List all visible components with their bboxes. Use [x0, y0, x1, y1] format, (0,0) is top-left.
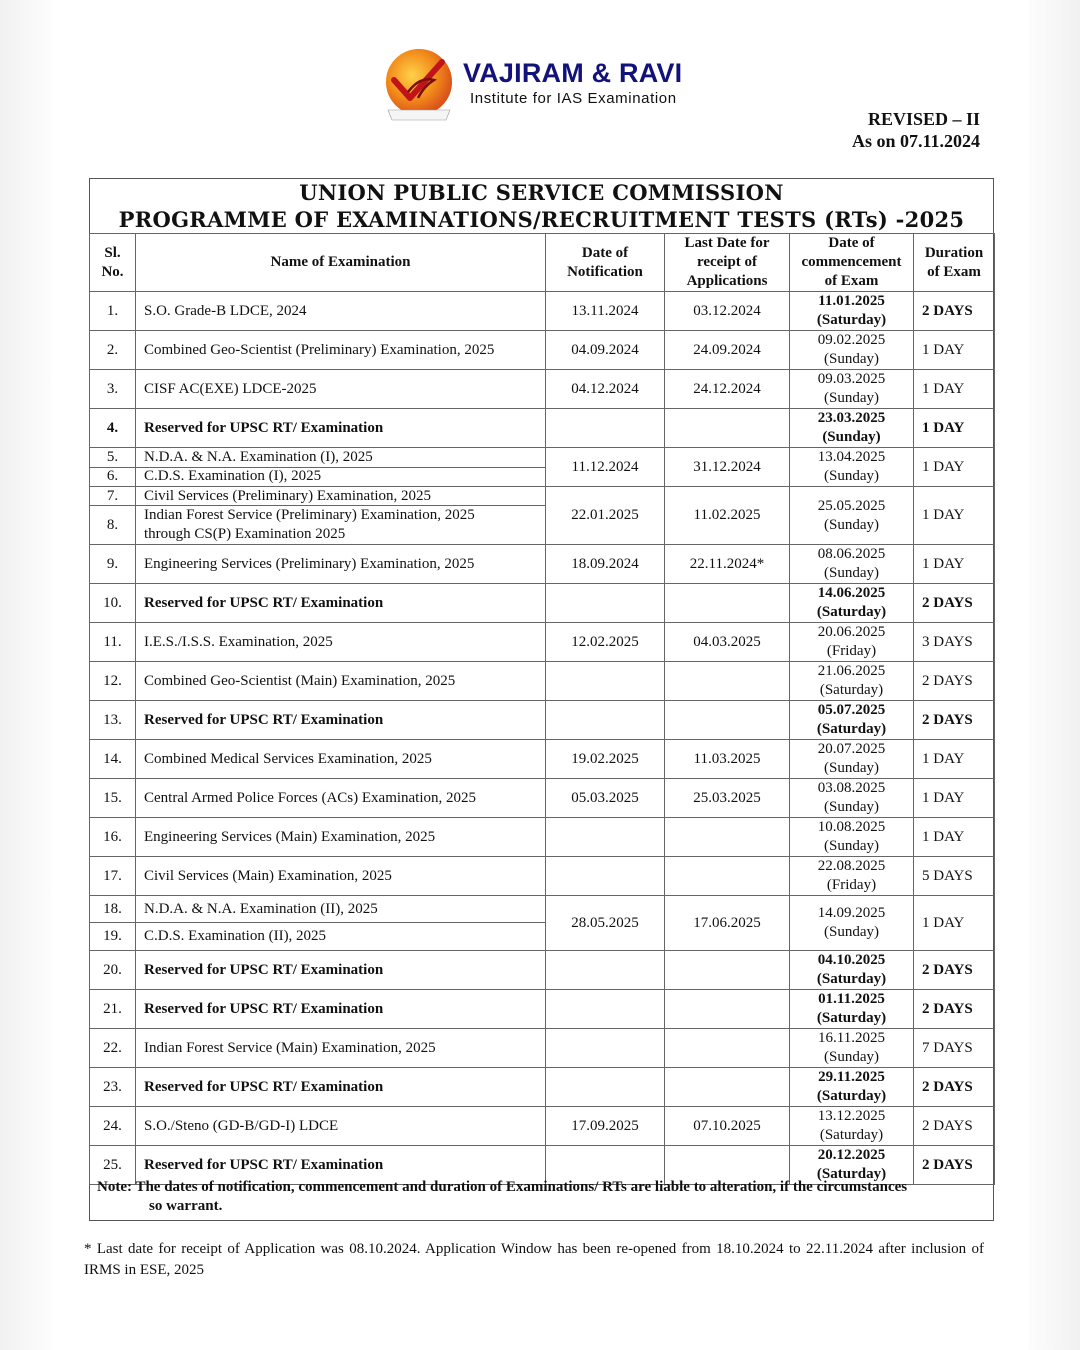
page-title	[89, 179, 994, 233]
cell-notification	[546, 662, 665, 701]
cell-last-date	[665, 857, 790, 896]
cell-duration: 1 DAY	[914, 779, 995, 818]
cell-commencement: 21.06.2025 (Saturday)	[790, 662, 914, 701]
table-row	[90, 779, 995, 818]
cell-name: C.D.S. Examination (I), 2025	[136, 467, 546, 487]
cell-sl: 7.	[90, 487, 136, 506]
table-row	[90, 584, 995, 623]
note-line-1: Note: The dates of notification, commencement and duration of Examinations/ RTs are liable to alteration, if the circumstances	[97, 1179, 908, 1195]
cell-commencement: 03.08.2025 (Sunday)	[790, 779, 914, 818]
cell-last-date: 11.03.2025	[665, 740, 790, 779]
cell-duration: 2 DAYS	[914, 1107, 995, 1146]
table-row	[90, 545, 995, 584]
cell-name: Civil Services (Preliminary) Examination, 2025	[136, 487, 546, 506]
cell-duration: 1 DAY	[914, 370, 995, 409]
cell-notification: 13.11.2024	[546, 292, 665, 331]
header-commencement: Date of commencement of Exam	[790, 234, 914, 292]
cell-commencement: 29.11.2025 (Saturday)	[790, 1068, 914, 1107]
cell-name: Central Armed Police Forces (ACs) Examination, 2025	[136, 779, 546, 818]
table-row	[90, 448, 995, 468]
cell-sl: 23.	[90, 1068, 136, 1107]
cell-last-date	[665, 1029, 790, 1068]
table-row	[90, 623, 995, 662]
cell-notification	[546, 951, 665, 990]
table-row	[90, 701, 995, 740]
header-duration: Duration of Exam	[914, 234, 995, 292]
cell-last-date: 04.03.2025	[665, 623, 790, 662]
cell-sl: 1.	[90, 292, 136, 331]
cell-last-date: 25.03.2025	[665, 779, 790, 818]
cell-name: N.D.A. & N.A. Examination (II), 2025	[136, 896, 546, 923]
cell-last-date	[665, 951, 790, 990]
cell-commencement: 23.03.2025 (Sunday)	[790, 409, 914, 448]
table-row	[90, 487, 995, 506]
cell-name: Engineering Services (Main) Examination, 2025	[136, 818, 546, 857]
cell-name: C.D.S. Examination (II), 2025	[136, 923, 546, 951]
cell-duration: 2 DAYS	[914, 662, 995, 701]
cell-last-date	[665, 1068, 790, 1107]
cell-name: Combined Geo-Scientist (Main) Examination, 2025	[136, 662, 546, 701]
cell-duration: 1 DAY	[914, 896, 995, 951]
cell-last-date	[665, 662, 790, 701]
title-line-1: UNION PUBLIC SERVICE COMMISSION	[299, 180, 784, 205]
cell-notification	[546, 990, 665, 1029]
cell-last-date	[665, 409, 790, 448]
header-notification: Date of Notification	[546, 234, 665, 292]
cell-name: CISF AC(EXE) LDCE-2025	[136, 370, 546, 409]
cell-sl: 8.	[90, 506, 136, 545]
exam-schedule-table	[89, 233, 995, 1185]
cell-duration: 1 DAY	[914, 818, 995, 857]
cell-name: I.E.S./I.S.S. Examination, 2025	[136, 623, 546, 662]
cell-sl: 19.	[90, 923, 136, 951]
cell-sl: 11.	[90, 623, 136, 662]
cell-commencement: 09.02.2025 (Sunday)	[790, 331, 914, 370]
cell-sl: 20.	[90, 951, 136, 990]
cell-last-date	[665, 584, 790, 623]
table-row	[90, 990, 995, 1029]
cell-duration: 1 DAY	[914, 740, 995, 779]
cell-notification	[546, 857, 665, 896]
table-row	[90, 740, 995, 779]
cell-duration: 2 DAYS	[914, 990, 995, 1029]
cell-name: S.O. Grade-B LDCE, 2024	[136, 292, 546, 331]
cell-sl: 25.	[90, 1146, 136, 1185]
footnote: * Last date for receipt of Application was 08.10.2024. Application Window has been re-opened from 18.10.2024 to 22.11.2024 after inclusion of IRMS in ESE, 2025	[84, 1241, 984, 1278]
cell-notification	[546, 1068, 665, 1107]
cell-last-date	[665, 701, 790, 740]
cell-sl: 18.	[90, 896, 136, 923]
cell-last-date: 17.06.2025	[665, 896, 790, 951]
cell-commencement: 20.12.2025 (Saturday)	[790, 1146, 914, 1185]
cell-sl: 5.	[90, 448, 136, 468]
cell-notification: 04.12.2024	[546, 370, 665, 409]
cell-notification: 22.01.2025	[546, 487, 665, 545]
cell-duration: 5 DAYS	[914, 857, 995, 896]
title-line-2: PROGRAMME OF EXAMINATIONS/RECRUITMENT TESTS (RTs) -2025	[118, 207, 965, 232]
cell-duration: 3 DAYS	[914, 623, 995, 662]
cell-name: Combined Medical Services Examination, 2025	[136, 740, 546, 779]
cell-last-date: 07.10.2025	[665, 1107, 790, 1146]
cell-notification: 18.09.2024	[546, 545, 665, 584]
cell-name: Reserved for UPSC RT/ Examination	[136, 1068, 546, 1107]
cell-name: Reserved for UPSC RT/ Examination	[136, 701, 546, 740]
cell-sl: 4.	[90, 409, 136, 448]
cell-notification: 19.02.2025	[546, 740, 665, 779]
cell-notification	[546, 409, 665, 448]
brand-tagline: Institute for IAS Examination	[470, 90, 677, 107]
cell-notification: 17.09.2025	[546, 1107, 665, 1146]
table-row	[90, 1068, 995, 1107]
cell-notification: 28.05.2025	[546, 896, 665, 951]
cell-commencement: 11.01.2025 (Saturday)	[790, 292, 914, 331]
cell-notification	[546, 818, 665, 857]
cell-name: Reserved for UPSC RT/ Examination	[136, 1146, 546, 1185]
cell-name: Reserved for UPSC RT/ Examination	[136, 409, 546, 448]
cell-commencement: 13.04.2025 (Sunday)	[790, 448, 914, 487]
revision-info	[852, 108, 980, 152]
cell-sl: 21.	[90, 990, 136, 1029]
table-row	[90, 857, 995, 896]
revision-date: As on 07.11.2024	[851, 131, 980, 151]
cell-commencement: 01.11.2025 (Saturday)	[790, 990, 914, 1029]
cell-sl: 6.	[90, 467, 136, 487]
cell-name: Reserved for UPSC RT/ Examination	[136, 951, 546, 990]
table-row	[90, 409, 995, 448]
cell-last-date: 03.12.2024	[665, 292, 790, 331]
cell-notification	[546, 701, 665, 740]
cell-duration: 1 DAY	[914, 487, 995, 545]
cell-name: N.D.A. & N.A. Examination (I), 2025	[136, 448, 546, 468]
note-line-2: so warrant.	[149, 1198, 223, 1214]
cell-last-date: 31.12.2024	[665, 448, 790, 487]
cell-name: Civil Services (Main) Examination, 2025	[136, 857, 546, 896]
cell-commencement: 14.06.2025 (Saturday)	[790, 584, 914, 623]
cell-duration: 7 DAYS	[914, 1029, 995, 1068]
cell-notification	[546, 584, 665, 623]
table-row	[90, 662, 995, 701]
cell-commencement: 14.09.2025 (Sunday)	[790, 896, 914, 951]
cell-sl: 24.	[90, 1107, 136, 1146]
cell-name: Combined Geo-Scientist (Preliminary) Examination, 2025	[136, 331, 546, 370]
page-margin-right	[1028, 0, 1080, 1350]
cell-sl: 9.	[90, 545, 136, 584]
cell-commencement: 25.05.2025 (Sunday)	[790, 487, 914, 545]
table-row	[90, 1029, 995, 1068]
cell-name: Engineering Services (Preliminary) Examination, 2025	[136, 545, 546, 584]
cell-sl: 10.	[90, 584, 136, 623]
page-margin-left	[0, 0, 52, 1350]
cell-commencement: 09.03.2025 (Sunday)	[790, 370, 914, 409]
table-row	[90, 331, 995, 370]
cell-notification: 11.12.2024	[546, 448, 665, 487]
cell-sl: 17.	[90, 857, 136, 896]
cell-commencement: 13.12.2025 (Saturday)	[790, 1107, 914, 1146]
cell-duration: 1 DAY	[914, 545, 995, 584]
header-sl-no: Sl. No.	[90, 234, 136, 292]
cell-last-date: 11.02.2025	[665, 487, 790, 545]
cell-last-date: 24.12.2024	[665, 370, 790, 409]
cell-sl: 22.	[90, 1029, 136, 1068]
cell-last-date: 24.09.2024	[665, 331, 790, 370]
cell-sl: 14.	[90, 740, 136, 779]
table-row	[90, 370, 995, 409]
cell-commencement: 08.06.2025 (Sunday)	[790, 545, 914, 584]
cell-name: Reserved for UPSC RT/ Examination	[136, 990, 546, 1029]
cell-duration: 1 DAY	[914, 409, 995, 448]
revision-label: REVISED – II	[867, 109, 980, 129]
cell-sl: 15.	[90, 779, 136, 818]
schedule-note	[97, 1178, 990, 1216]
brand-name: VAJIRAM & RAVI	[463, 58, 683, 88]
header-last-date: Last Date for receipt of Applications	[665, 234, 790, 292]
cell-duration: 2 DAYS	[914, 1146, 995, 1185]
brand-logo-icon	[380, 46, 458, 124]
cell-duration: 2 DAYS	[914, 292, 995, 331]
cell-sl: 3.	[90, 370, 136, 409]
cell-name: Indian Forest Service (Preliminary) Examination, 2025 through CS(P) Examination 2025	[136, 506, 546, 545]
cell-commencement: 22.08.2025 (Friday)	[790, 857, 914, 896]
cell-notification: 12.02.2025	[546, 623, 665, 662]
table-row	[90, 818, 995, 857]
cell-commencement: 20.07.2025 (Sunday)	[790, 740, 914, 779]
cell-sl: 12.	[90, 662, 136, 701]
cell-notification: 05.03.2025	[546, 779, 665, 818]
cell-commencement: 04.10.2025 (Saturday)	[790, 951, 914, 990]
cell-commencement: 05.07.2025 (Saturday)	[790, 701, 914, 740]
cell-name: S.O./Steno (GD-B/GD-I) LDCE	[136, 1107, 546, 1146]
cell-last-date	[665, 818, 790, 857]
cell-commencement: 20.06.2025 (Friday)	[790, 623, 914, 662]
cell-duration: 1 DAY	[914, 448, 995, 487]
cell-sl: 2.	[90, 331, 136, 370]
cell-last-date: 22.11.2024*	[665, 545, 790, 584]
cell-duration: 2 DAYS	[914, 701, 995, 740]
cell-notification	[546, 1029, 665, 1068]
table-row	[90, 292, 995, 331]
cell-notification: 04.09.2024	[546, 331, 665, 370]
table-row	[90, 896, 995, 923]
table-header-row	[90, 234, 995, 292]
cell-name: Reserved for UPSC RT/ Examination	[136, 584, 546, 623]
cell-duration: 2 DAYS	[914, 1068, 995, 1107]
cell-last-date	[665, 990, 790, 1029]
cell-sl: 16.	[90, 818, 136, 857]
header-name: Name of Examination	[136, 234, 546, 292]
table-row	[90, 1107, 995, 1146]
cell-duration: 2 DAYS	[914, 951, 995, 990]
cell-commencement: 10.08.2025 (Sunday)	[790, 818, 914, 857]
cell-duration: 2 DAYS	[914, 584, 995, 623]
table-row	[90, 951, 995, 990]
cell-commencement: 16.11.2025 (Sunday)	[790, 1029, 914, 1068]
cell-duration: 1 DAY	[914, 331, 995, 370]
cell-sl: 13.	[90, 701, 136, 740]
cell-name: Indian Forest Service (Main) Examination, 2025	[136, 1029, 546, 1068]
